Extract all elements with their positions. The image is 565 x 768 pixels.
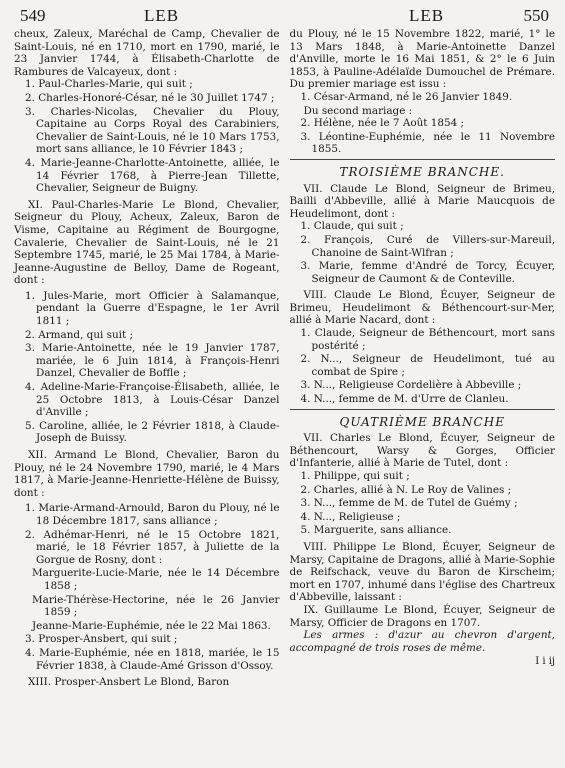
list-item: 3. Marie, femme d'André de Torcy, Écuyer, Seigneur de Caumont & de Conteville. bbox=[300, 260, 555, 285]
list-item: 3. Marie-Antoinette, née le 19 Janvier 1787, mariée, le 6 Juin 1814, à François-Henri Danzel, Chevalier de Boffle ; bbox=[25, 342, 280, 380]
paragraph: VII. Charles Le Blond, Écuyer, Seigneur de Béthencourt, Warsy & Gorges, Officier d'Infanterie, allié à Marie de Tutel, dont : bbox=[289, 432, 555, 470]
list-item: 1. Jules-Marie, mort Officier à Salamanque, pendant la Guerre d'Espagne, le 1er Avril 1811 ; bbox=[25, 289, 280, 328]
list-item: 4. N..., Religieuse ; bbox=[300, 510, 401, 523]
list-item: 1. Marie-Armand-Arnould, Baron du Plouy, né le 18 Décembre 1817, sans alliance ; bbox=[25, 502, 280, 527]
child-list bbox=[290, 327, 556, 406]
list-item: Jeanne-Marie-Euphémie, née le 22 Mai 1863. bbox=[32, 619, 271, 632]
list-item: 2. Adhémar-Henri, né le 15 Octobre 1821, marié, le 18 Février 1857, à Juliette de la Gorgue de Rosny, dont : bbox=[25, 528, 280, 566]
list-item: 4. N..., femme de M. d'Urre de Clanleu. bbox=[300, 393, 509, 406]
page-number-right: 550 bbox=[523, 6, 549, 25]
signature-mark: I i ij bbox=[535, 656, 555, 668]
list-item: 4. Adeline-Marie-Françoise-Élisabeth, alliée, le 25 Octobre 1813, à Louis-César Danzel d'Anville ; bbox=[25, 381, 280, 419]
list-item: 2. Hélène, née le 7 Août 1854 ; bbox=[300, 117, 465, 130]
list-item: 1. Claude, qui suit ; bbox=[300, 220, 404, 233]
list-item: 3. N..., femme de M. de Tutel de Guémy ; bbox=[300, 497, 518, 510]
paragraph: XIII. Prosper-Ansbert Le Blond, Baron bbox=[28, 676, 230, 689]
list-item: 3. Léontine-Euphémie, née le 11 Novembre 1855. bbox=[300, 130, 555, 156]
divider bbox=[290, 409, 556, 410]
paragraph: XI. Paul-Charles-Marie Le Blond, Chevalier, Seigneur du Plouy, Acheux, Zaleux, Baron de Visme, Capitaine au Régiment de Bourgogne, Cavalerie, Chevalier de Saint-Louis, né le 21 Septembre 1745, marié, le 25 Mai 1784, à Marie-Jeanne-Augustine de Belloy, Dame de Rogeant, dont : bbox=[14, 198, 280, 287]
list-item: 4. Marie-Jeanne-Charlotte-Antoinette, alliée, le 14 Février 1768, à Pierre-Jean Tillette, Chevalier, Seigneur de Buigny. bbox=[25, 156, 280, 195]
list-item: 2. Armand, qui suit ; bbox=[25, 328, 133, 341]
list-item: 4. Marie-Euphémie, née en 1818, mariée, le 15 Février 1838, à Claude-Amé Grisson d'Ossoy. bbox=[25, 646, 280, 672]
list-item: 1. Claude, Seigneur de Béthencourt, mort sans postérité ; bbox=[300, 327, 555, 352]
list-item: 3. Prosper-Ansbert, qui suit ; bbox=[25, 633, 178, 646]
list-item: Marie-Thérèse-Hectorine, née le 26 Janvier 1859 ; bbox=[32, 593, 280, 619]
paragraph: Du second mariage : bbox=[303, 104, 413, 117]
list-item: 5. Marguerite, sans alliance. bbox=[300, 524, 452, 537]
left-column bbox=[14, 28, 280, 689]
divider bbox=[290, 159, 556, 160]
list-item: 5. Caroline, alliée, le 2 Février 1818, à Claude-Joseph de Buissy. bbox=[25, 419, 280, 445]
paragraph: du Plouy, né le 15 Novembre 1822, marié, 1° le 13 Mars 1848, à Marie-Antoinette Danzel d'Anville, morte le 16 Mai 1851, & 2° le 6 Juin 1853, à Pauline-Adélaïde Dumouchel de Prémare. Du premier mariage est issu : bbox=[289, 28, 555, 91]
paragraph: VII. Claude Le Blond, Seigneur de Brimeu, Bailli d'Abbeville, allié à Marie Maucquois de Heudelimont, dont : bbox=[289, 182, 555, 220]
paragraph: cheux, Zaleux, Maréchal de Camp, Chevalier de Saint-Louis, né en 1710, mort en 1790, marié, le 23 Janvier 1744, à Élisabeth-Charlotte de Rambures de Valcayeux, dont : bbox=[14, 28, 280, 78]
list-item: 1. Paul-Charles-Marie, qui suit ; bbox=[25, 78, 193, 91]
paragraph: XII. Armand Le Blond, Chevalier, Baron du Plouy, né le 24 Novembre 1790, marié, le 4 Mars 1817, à Marie-Jeanne-Henriette-Hélène de Buissy, dont : bbox=[14, 449, 280, 499]
child-list bbox=[290, 220, 556, 285]
child-list bbox=[14, 290, 280, 445]
heading-left: LEB bbox=[144, 6, 180, 25]
page-number-left: 549 bbox=[20, 6, 46, 25]
coat-of-arms: Les armes : d'azur au chevron d'argent, accompagné de trois roses de même. bbox=[289, 629, 555, 654]
list-item: 2. Charles, allié à N. Le Roy de Valines ; bbox=[300, 483, 512, 496]
child-list bbox=[290, 117, 556, 156]
list-item: 2. Charles-Honoré-César, né le 30 Juillet 1747 ; bbox=[25, 91, 275, 104]
paragraph: VIII. Claude Le Blond, Écuyer, Seigneur de Brimeu, Heudelimont & Béthencourt-sur-Mer, allié à Marie Nacard, dont : bbox=[289, 289, 555, 327]
heading-right: LEB bbox=[409, 6, 445, 25]
child-list bbox=[14, 502, 280, 672]
paragraph: VIII. Philippe Le Blond, Écuyer, Seigneur de Marsy, Capitaine de Dragons, allié à Marie-Sophie de Reifschack, veuve du Baron de Kirscheim; mort en 1707, inhumé dans l'église des Chartreux d'Abbeville, laissant : bbox=[289, 540, 555, 604]
child-list bbox=[14, 78, 280, 194]
list-item: 3. Charles-Nicolas, Chevalier du Plouy, Capitaine au Corps Royal des Carabiniers, Chevalier de Saint-Louis, né le 10 Mars 1753, mort sans alliance, le 10 Février 1843 ; bbox=[25, 105, 280, 156]
columns bbox=[14, 28, 555, 689]
list-item: Marguerite-Lucie-Marie, née le 14 Décembre 1858 ; bbox=[32, 567, 280, 592]
child-list bbox=[290, 470, 556, 537]
branch-heading: QUATRIÈME BRANCHE bbox=[339, 414, 505, 429]
running-header bbox=[14, 4, 555, 28]
list-item: 2. François, Curé de Villers-sur-Mareuil, Chanoine de Saint-Wlfran ; bbox=[300, 233, 555, 259]
paragraph: IX. Guillaume Le Blond, Écuyer, Seigneur de Marsy, Officier de Dragons en 1707. bbox=[289, 603, 555, 629]
list-item: 3. N..., Religieuse Cordelière à Abbeville ; bbox=[300, 379, 522, 392]
right-column bbox=[290, 28, 556, 689]
list-item: 2. N..., Seigneur de Heudelimont, tué au combat de Spire ; bbox=[300, 353, 555, 378]
child-list bbox=[290, 91, 556, 104]
list-item: 1. Philippe, qui suit ; bbox=[300, 470, 410, 482]
branch-heading: TROISIÈME BRANCHE. bbox=[339, 164, 505, 179]
list-item: 1. César-Armand, né le 26 Janvier 1849. bbox=[300, 90, 513, 103]
